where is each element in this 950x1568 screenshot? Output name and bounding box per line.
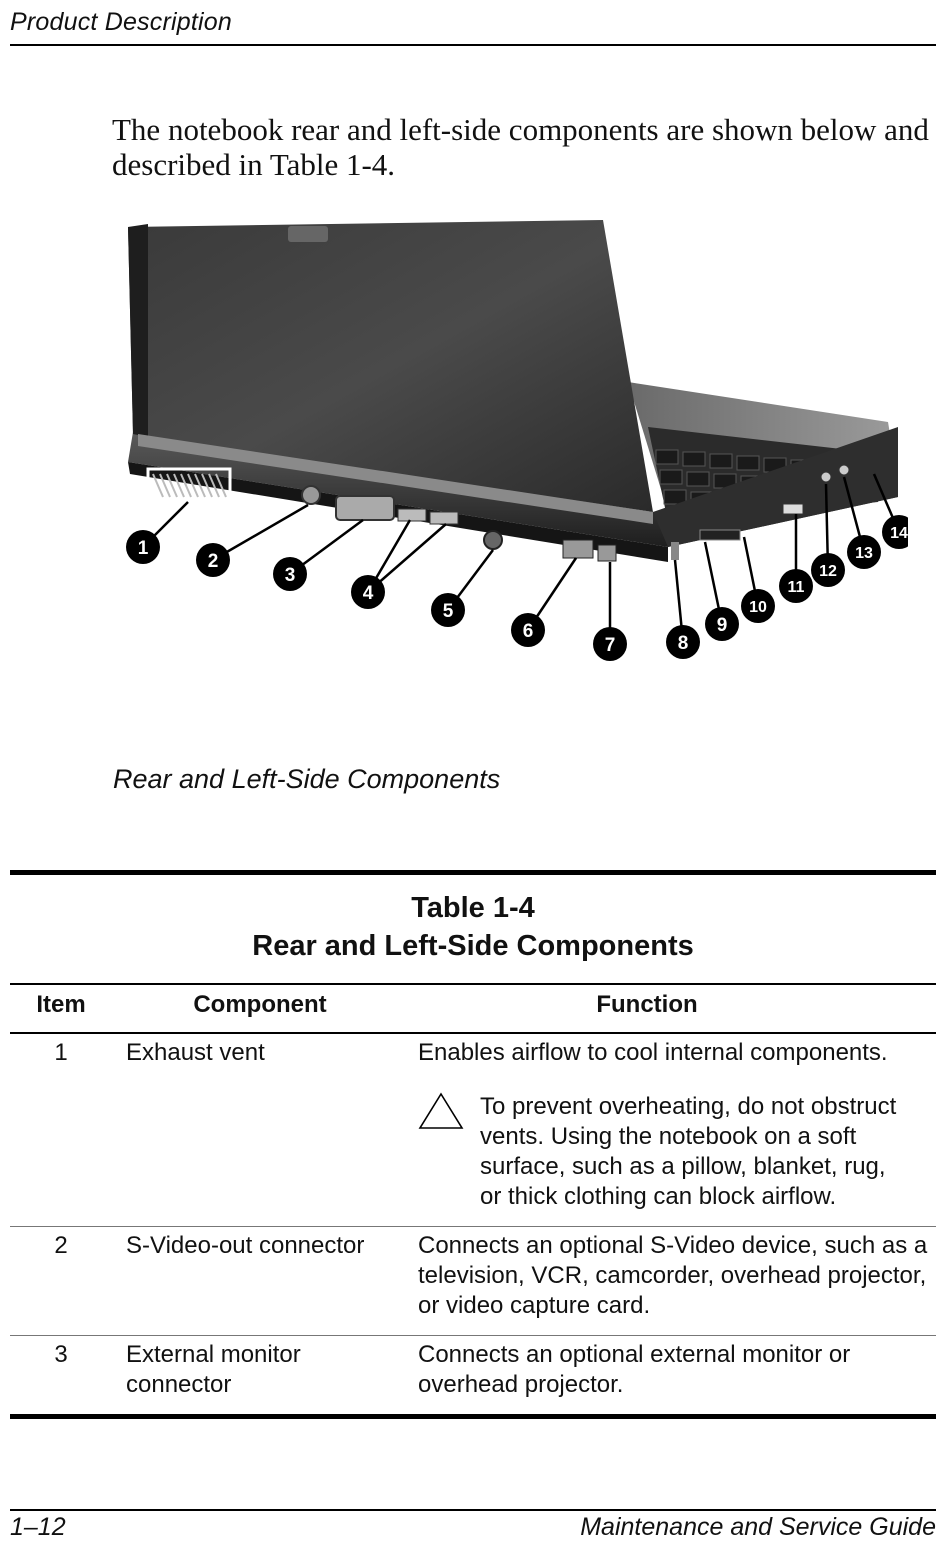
svg-text:13: 13 [855, 545, 873, 562]
row-item: 2 [54, 1232, 68, 1259]
row-function-text: Enables airflow to cool internal components. [418, 1039, 888, 1066]
header-item: Item [36, 991, 86, 1018]
svg-text:6: 6 [522, 621, 534, 642]
header-function: Function [596, 991, 698, 1018]
table-row [10, 1034, 936, 1226]
callout-11 [779, 569, 813, 603]
row-function: Connects an optional external monitor or overhead projector. [418, 1341, 851, 1398]
table-caption: Rear and Left-Side Components [252, 930, 694, 962]
table-header-row [10, 985, 936, 1032]
svg-text:7: 7 [604, 635, 616, 656]
callout-14 [882, 515, 908, 549]
table-bottom-rule [10, 1414, 936, 1419]
row-function [418, 1038, 936, 1212]
components-table [10, 870, 936, 1419]
row-item: 1 [54, 1039, 68, 1066]
svg-text:12: 12 [819, 563, 837, 580]
svg-text:2: 2 [207, 551, 219, 572]
callout-5 [431, 593, 465, 627]
footer-rule [10, 1509, 936, 1511]
notebook-illustration [108, 212, 908, 682]
row-component: Exhaust vent [126, 1039, 265, 1066]
callout-3 [273, 557, 307, 591]
svg-text:14: 14 [890, 525, 908, 542]
table-row [10, 1336, 936, 1414]
svg-text:1: 1 [137, 538, 149, 559]
header-component: Component [193, 991, 327, 1018]
callout-2 [196, 543, 230, 577]
caution-note [418, 1092, 936, 1212]
callout-8 [666, 625, 700, 659]
table-title [10, 875, 936, 983]
svg-text:9: 9 [716, 615, 728, 636]
notebook-figure [108, 212, 908, 682]
table-number: Table 1-4 [411, 892, 535, 924]
header-rule [10, 44, 936, 46]
svg-text:8: 8 [677, 633, 689, 654]
table-row [10, 1227, 936, 1335]
row-function: Connects an optional S-Video device, such as a television, VCR, camcorder, overhead projector, or video capture card. [418, 1232, 928, 1319]
svg-text:10: 10 [749, 599, 767, 616]
row-component: External monitor connector [126, 1341, 301, 1398]
svg-text:11: 11 [787, 579, 805, 596]
row-component: S-Video-out connector [126, 1232, 365, 1259]
caution-triangle-icon [418, 1092, 480, 1212]
callout-12 [811, 553, 845, 587]
callout-10 [741, 589, 775, 623]
callout-7 [593, 627, 627, 661]
page-number: 1–12 [10, 1513, 66, 1541]
svg-text:5: 5 [442, 601, 454, 622]
guide-title: Maintenance and Service Guide [580, 1513, 936, 1541]
svg-text:3: 3 [284, 565, 296, 586]
figure-caption: Rear and Left-Side Components [113, 764, 501, 794]
row-item: 3 [54, 1341, 68, 1368]
caution-text: To prevent overheating, do not obstruct vents. Using the notebook on a soft surface, such as a pillow, blanket, rug, or thick clothing can block airflow. [480, 1093, 897, 1210]
callout-13 [847, 535, 881, 569]
svg-text:4: 4 [362, 583, 374, 604]
running-header: Product Description [10, 8, 232, 36]
callout-9 [705, 607, 739, 641]
callout-4 [351, 575, 385, 609]
callout-6 [511, 613, 545, 647]
intro-paragraph: The notebook rear and left-side components are shown below and described in Table 1-4. [112, 112, 929, 182]
callout-1 [126, 530, 160, 564]
